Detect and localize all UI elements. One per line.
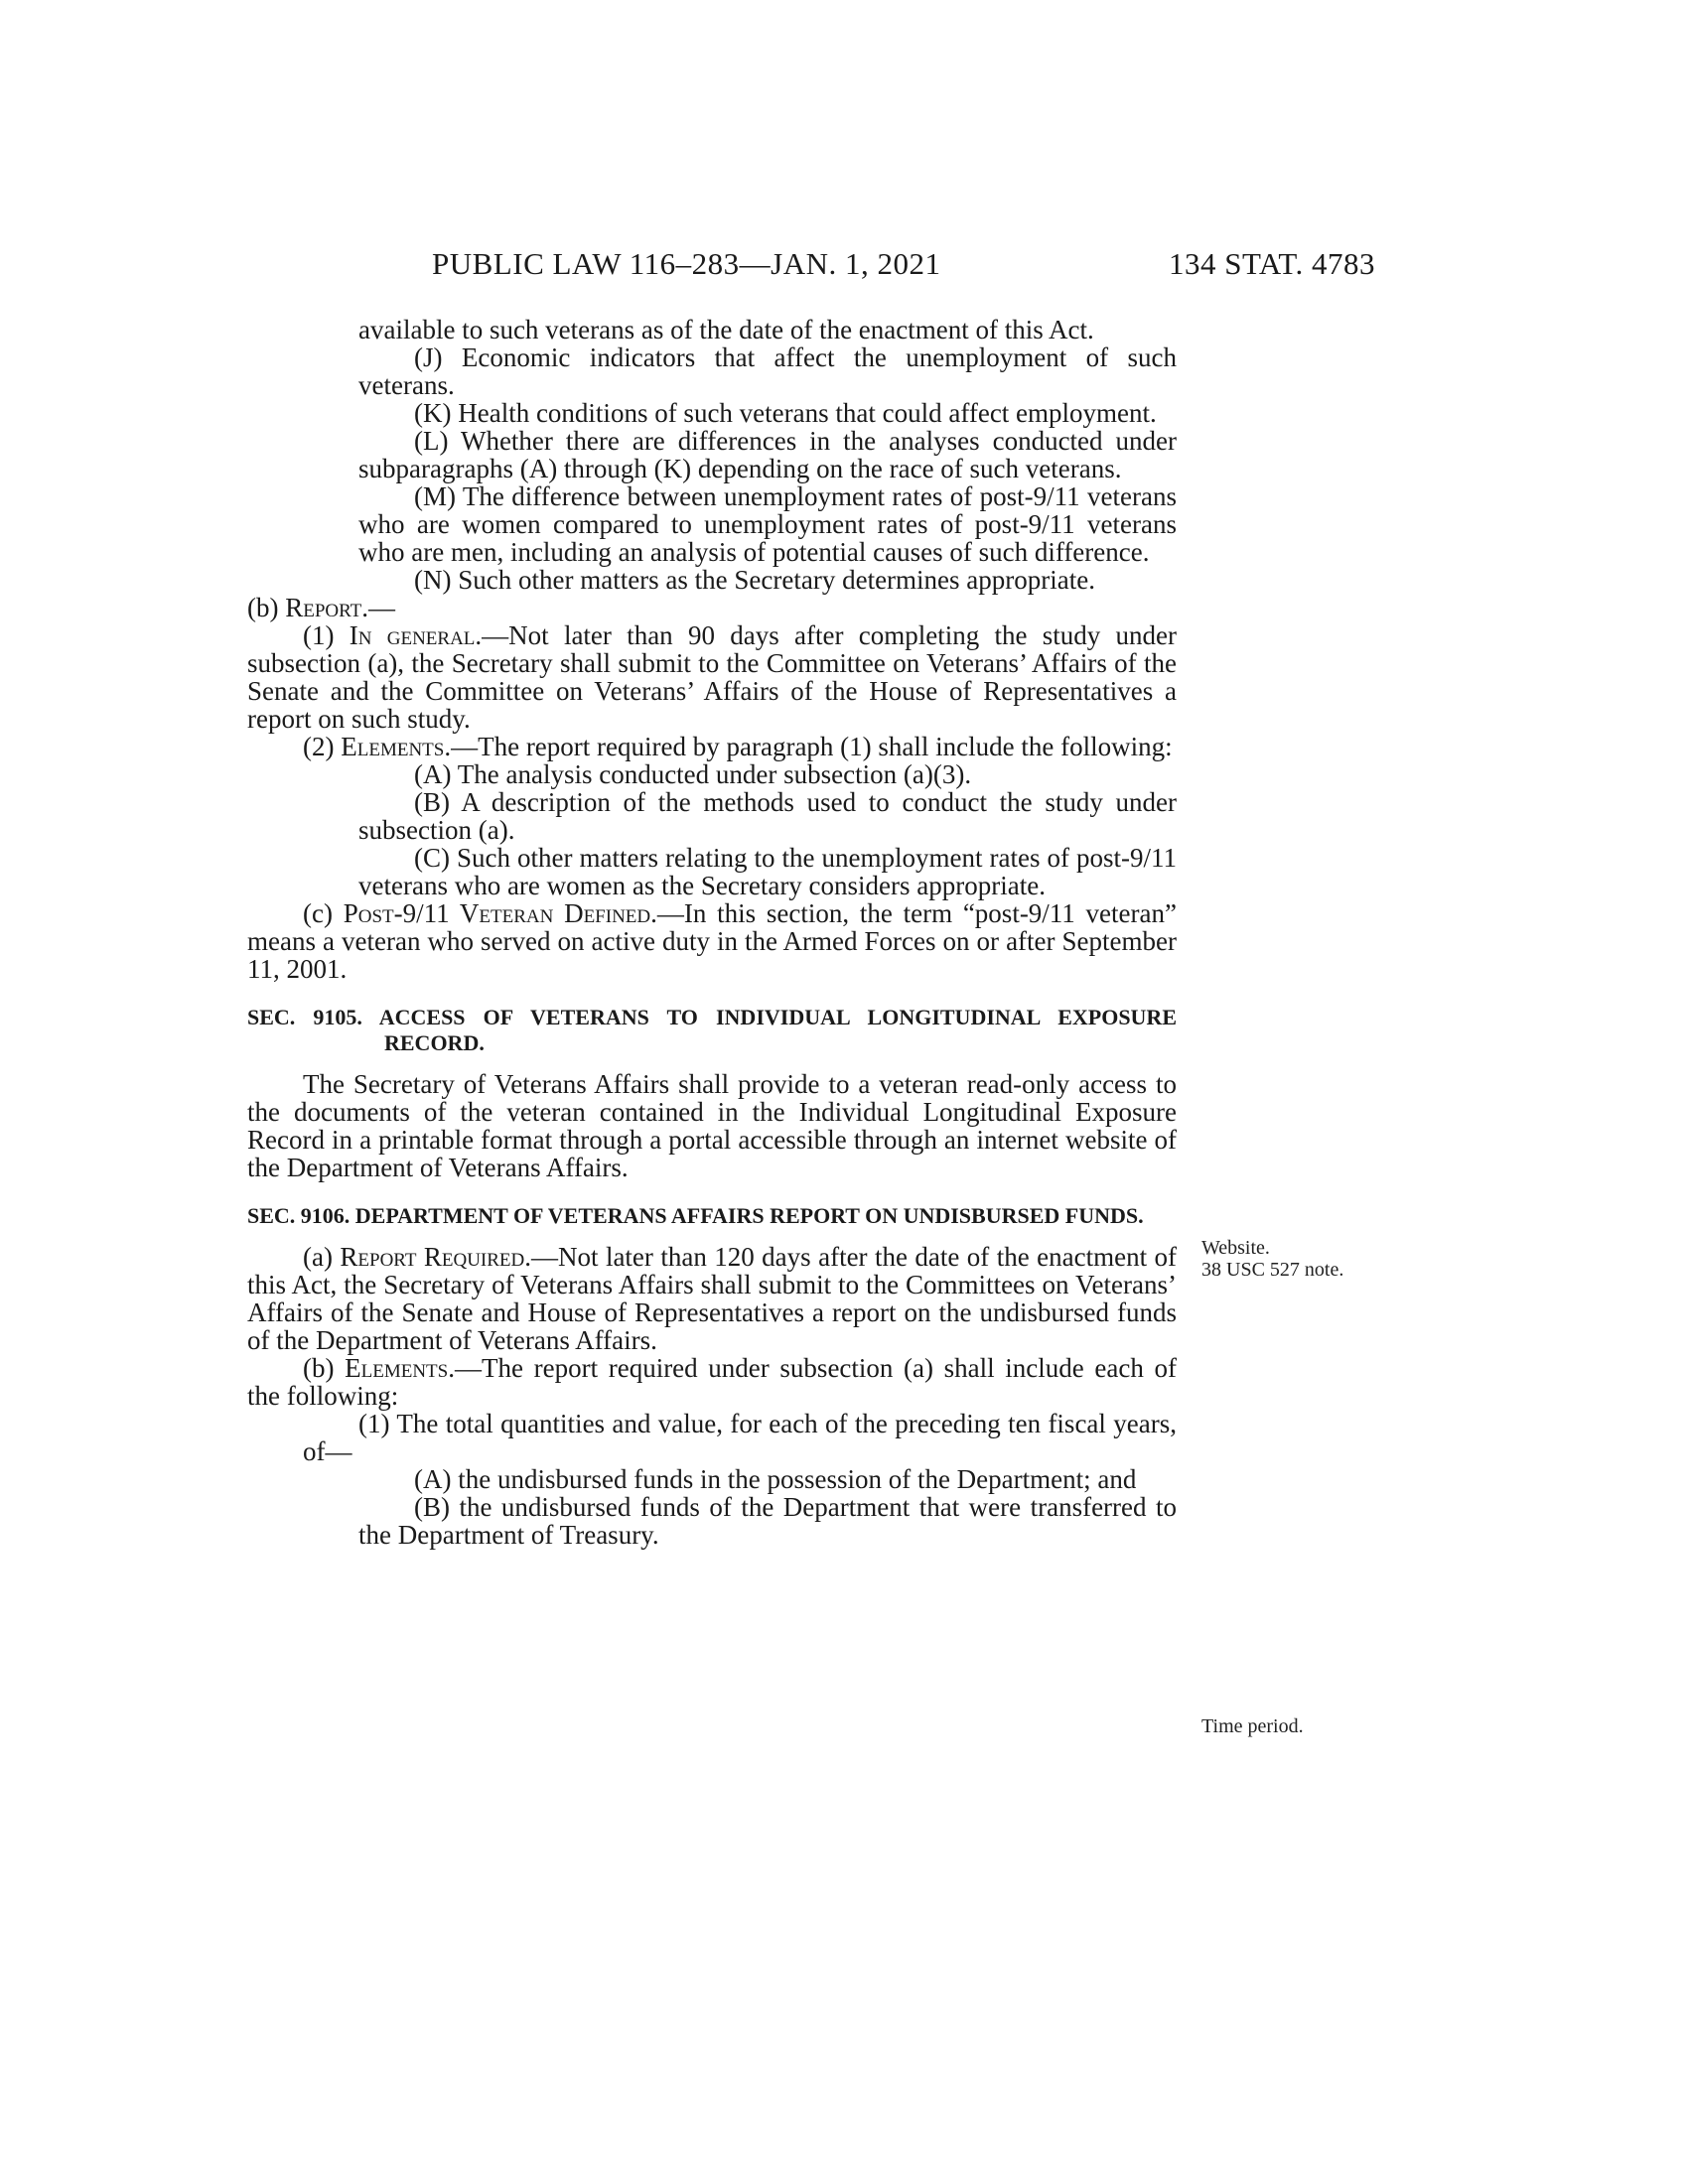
margin-note-time-period: Time period. [1201, 1715, 1304, 1737]
subparagraph-b2b: (B) A description of the methods used to conduct the study under subsection (a). [358, 787, 1177, 845]
section-9106-a-text: .—Not later than 120 days after the date of the enactment of this Act, the Secretary of Veterans Affairs shall submit to the Committees on Veterans’ Affairs of the Senate and House of Representatives a report on the undisbursed funds of the Department of Veterans Affairs. [247, 1242, 1177, 1355]
subparagraph-m: (M) The difference between unemployment rates of post-9/11 veterans who are women compared to unemployment rates of post-9/11 veterans who are men, including an analysis of potential causes of such difference. [358, 481, 1177, 567]
section-9106-subsection-a [247, 1243, 1177, 1354]
paragraph-b1-prefix: (1) [303, 620, 350, 650]
subsection-b-dash: .— [361, 593, 396, 622]
section-9106-subsection-b [247, 1354, 1177, 1410]
document-body [247, 315, 1177, 1550]
subparagraph-b2a: (A) The analysis conducted under subsection (a)(3). [414, 759, 972, 789]
subparagraph-j: (J) Economic indicators that affect the unemployment of such veterans. [358, 342, 1177, 400]
margin-note-usc: 38 USC 527 note. [1201, 1259, 1344, 1281]
page-header [432, 246, 1375, 290]
subparagraph-b2c: (C) Such other matters relating to the unemployment rates of post-9/11 veterans who are women as the Secretary considers appropriate. [358, 843, 1177, 900]
section-9106 [247, 1203, 1177, 1549]
running-title: PUBLIC LAW 116–283—JAN. 1, 2021 [432, 246, 941, 281]
section-9106-a-prefix: (a) [303, 1242, 341, 1272]
subsection-c [247, 899, 1177, 983]
section-9106-paragraph-b1: (1) The total quantities and value, for each of the preceding ten fiscal years, of— [303, 1409, 1177, 1466]
paragraph-b2-prefix: (2) [303, 732, 342, 761]
paragraph-b2-title: Elements [341, 732, 445, 761]
paragraph-b1-title: In general [349, 620, 476, 650]
section-9105-text: The Secretary of Veterans Affairs shall provide to a veteran read-only access to the documents of the veteran contained in the Individual Longitudinal Exposure Record in a printable format through a portal accessible through an internet website of the Department of Veterans Affairs. [247, 1069, 1177, 1182]
subparagraph-n: (N) Such other matters as the Secretary determines appropriate. [414, 565, 1095, 595]
subsection-c-prefix: (c) [303, 898, 344, 928]
paragraph-b2-text: .—The report required by paragraph (1) shall include the following: [444, 732, 1173, 761]
paragraph-continuation: available to such veterans as of the date of the enactment of this Act. [358, 315, 1094, 344]
subsection-b-title: Report [285, 593, 362, 622]
section-9106-subparagraph-b1a: (A) the undisbursed funds in the possession of the Department; and [414, 1464, 1137, 1494]
subsection-c-text: .—In this section, the term “post-9/11 veteran” means a veteran who served on active duty in the Armed Forces on or after September 11, 2001. [247, 898, 1177, 984]
subparagraph-k: (K) Health conditions of such veterans that could affect employment. [414, 398, 1157, 428]
stat-page-number: 134 STAT. 4783 [1168, 246, 1375, 281]
section-9106-b-text: .—The report required under subsection (a) shall include each of the following: [247, 1353, 1177, 1411]
subsection-c-title: Post-9/11 Veteran Defined [343, 898, 651, 928]
section-9106-a-title: Report Required [340, 1242, 525, 1272]
section-9105-heading: SEC. 9105. ACCESS OF VETERANS TO INDIVIDUAL LONGITUDINAL EXPOSURE RECORD. [247, 1005, 1177, 1055]
section-9106-heading: SEC. 9106. DEPARTMENT OF VETERANS AFFAIRS REPORT ON UNDISBURSED FUNDS. [247, 1203, 1144, 1228]
subsection-b-prefix: (b) [247, 593, 286, 622]
section-9106-b-title: Elements [345, 1353, 449, 1383]
section-9106-subparagraph-b1b: (B) the undisbursed funds of the Department that were transferred to the Department of Treasury. [358, 1492, 1177, 1550]
margin-note-website: Website. [1201, 1237, 1270, 1259]
section-9106-b-prefix: (b) [303, 1353, 346, 1383]
section-9105 [247, 1005, 1177, 1181]
subsection-b-heading [247, 594, 1177, 621]
paragraph-b2 [247, 733, 1177, 760]
paragraph-b1-text: .—Not later than 90 days after completing the study under subsection (a), the Secretary shall submit to the Committee on Veterans’ Affairs of the Senate and the Committee on Veterans’ Affairs of the House of Representatives a report on such study. [247, 620, 1177, 734]
paragraph-b1 [247, 621, 1177, 733]
subparagraph-l: (L) Whether there are differences in the analyses conducted under subparagraphs (A) through (K) depending on the race of such veterans. [358, 426, 1177, 483]
